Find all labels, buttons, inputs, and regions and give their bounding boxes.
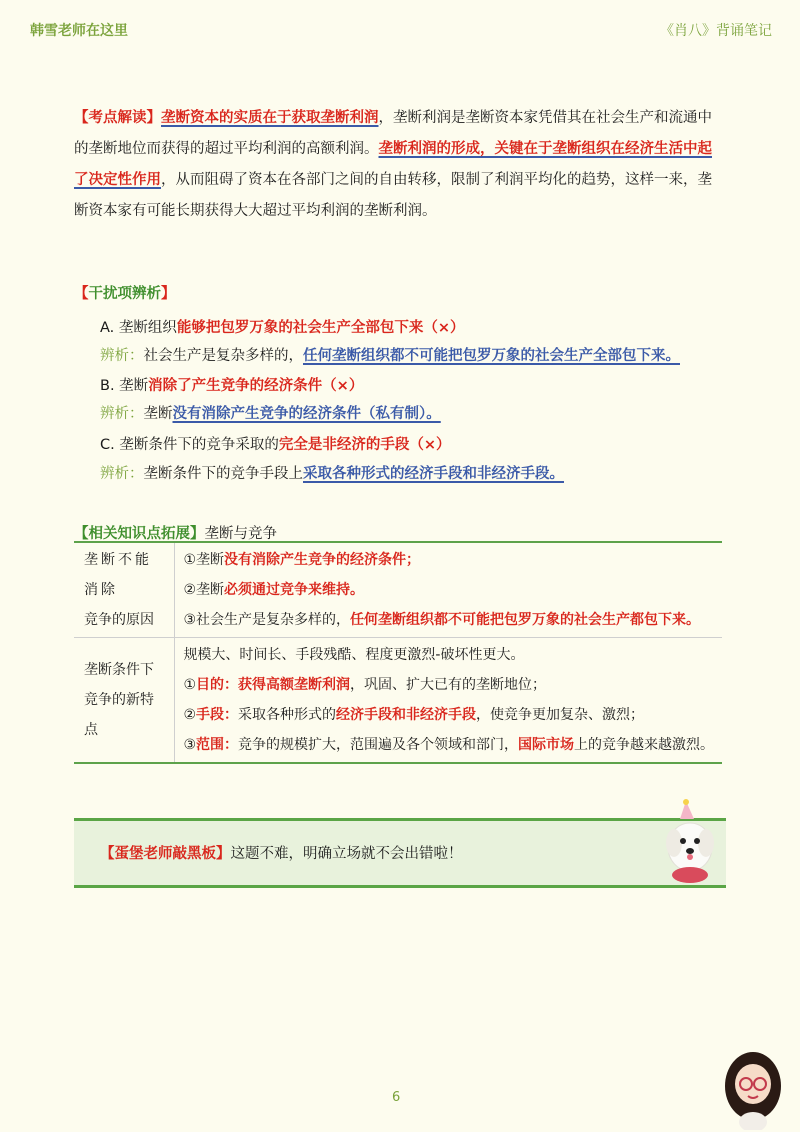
- teacher-note: [74, 818, 726, 888]
- teacher-avatar-icon: [722, 1050, 784, 1130]
- list-item: 规模大、时间长、手段残酷、程度更激烈-破坏性更大。: [183, 647, 525, 663]
- note-text: 这题不难，明确立场就不会出错啦！: [230, 846, 463, 862]
- extension-table: [74, 541, 722, 764]
- row2-content: [175, 638, 722, 764]
- puppy-mascot-icon: [660, 799, 722, 883]
- list-item: ①垄断没有消除产生竞争的经济条件；: [183, 552, 420, 568]
- analysis-c: 辨析：垄断条件下的竞争手段上采取各种形式的经济手段和非经济手段。: [100, 466, 564, 482]
- header-left-title: 韩雪老师在这里: [30, 23, 128, 39]
- table-row: [74, 638, 722, 764]
- extension-title: 【相关知识点拓展】垄断与竞争: [74, 526, 277, 542]
- option-b: B. 垄断消除了产生竞争的经济条件（×）: [100, 378, 364, 394]
- explain-text-1: ，垄断利润是垄断资本家凭借其在社会生产和流通中的垄断地位而获得的超过平均利润的高额利润。: [74, 110, 712, 157]
- header-right-title: 《肖八》背诵笔记: [660, 23, 772, 39]
- list-item: ③范围：竞争的规模扩大，范围遍及各个领域和部门，国际市场上的竞争越来越激烈。: [183, 737, 714, 753]
- explain-paragraph: [74, 103, 726, 227]
- explain-text-2: ，从而阻碍了资本在各部门之间的自由转移，限制了利润平均化的趋势，这样一来，垄断资本家有可能长期获得大大超过平均利润的垄断利润。: [74, 172, 712, 219]
- analysis-a: 辨析：社会生产是复杂多样的，任何垄断组织都不可能把包罗万象的社会生产全部包下来。: [100, 348, 680, 364]
- list-item: ②垄断必须通过竞争来维持。: [183, 582, 364, 598]
- note-tag: 【蛋堡老师敲黑板】: [100, 846, 231, 862]
- option-c: C. 垄断条件下的竞争采取的完全是非经济的手段（×）: [100, 437, 451, 453]
- distractor-title: 【干扰项辨析】: [74, 286, 176, 302]
- list-item: ②手段：采取各种形式的经济手段和非经济手段，使竞争更加复杂、激烈；: [183, 707, 644, 723]
- explain-key-1: 垄断资本的实质在于获取垄断利润: [161, 110, 379, 126]
- table-row: [74, 542, 722, 638]
- list-item: ③社会生产是复杂多样的，任何垄断组织都不可能把包罗万象的社会生产都包下来。: [183, 612, 700, 628]
- explain-tag: 【考点解读】: [74, 110, 161, 126]
- row1-content: [175, 542, 722, 638]
- list-item: ①目的：获得高额垄断利润，巩固、扩大已有的垄断地位；: [183, 677, 546, 693]
- explain-key-2: 垄断利润的形成，关键在于垄断组织在经济生活中起了决定性作用: [74, 141, 712, 188]
- page-number: 6: [392, 1090, 401, 1105]
- row1-label: 垄断不能消除 竞争的原因: [74, 542, 175, 638]
- option-a: A. 垄断组织能够把包罗万象的社会生产全部包下来（×）: [100, 320, 465, 336]
- analysis-b: 辨析：垄断没有消除产生竞争的经济条件（私有制）。: [100, 406, 441, 422]
- row2-label: 垄断条件下 竞争的新特点: [74, 638, 175, 764]
